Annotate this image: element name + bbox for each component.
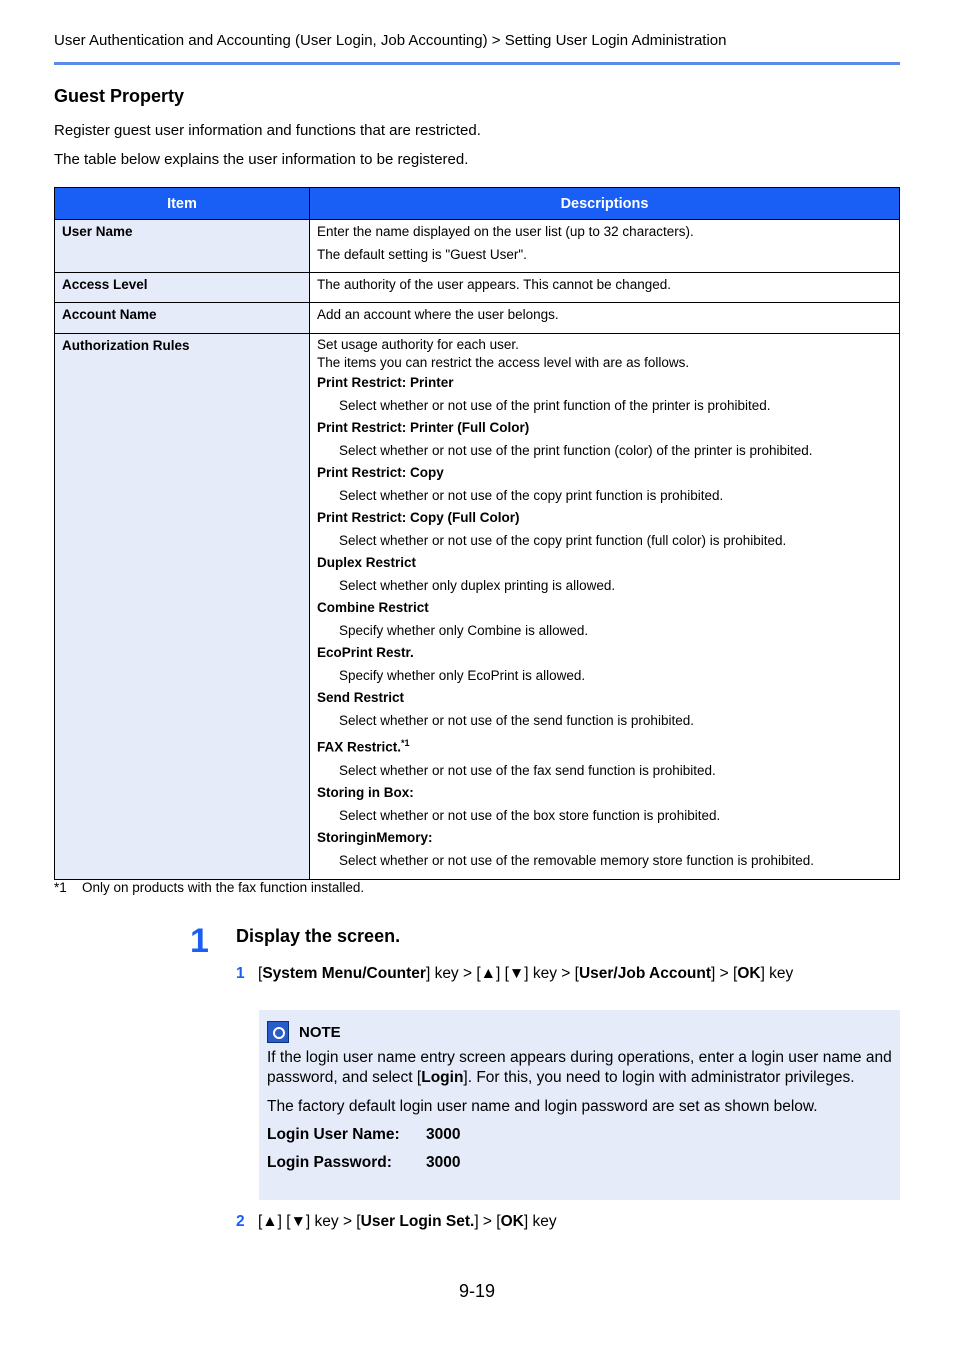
footnote-text: Only on products with the fax function installed. [82,880,365,895]
rule-description: Select whether or not use of the fax send function is prohibited. [339,762,716,778]
rule-description: Select whether or not use of the print function (color) of the printer is prohibited. [339,443,813,458]
footnote-mark: *1 [54,880,67,895]
step-number: 1 [190,922,209,960]
rule-name: Duplex Restrict [317,555,417,570]
rule-description: Select whether or not use of the send function is prohibited. [339,713,694,728]
substep-1: 1 [System Menu/Counter] key > [▲] [▼] key > [User/Job Account] > [OK] key [236,965,794,982]
page-number: 9-19 [458,1281,496,1301]
auth-rules-intro-1: Set usage authority for each user. [317,337,519,352]
note-heading: NOTE [299,1023,341,1041]
row-label-user-name: User Name [62,224,133,239]
rule-name: StoringinMemory: [317,829,433,845]
access-level-desc: The authority of the user appears. This cannot be changed. [317,277,671,292]
substep-number: 2 [236,1213,245,1230]
user-name-desc-line2: The default setting is "Guest User". [317,247,527,262]
rule-name: FAX Restrict.$^{*1}$ [317,738,410,755]
note-box [259,1010,900,1200]
table-row [55,220,900,273]
rule-description: Select whether or not use of the removable memory store function is prohibited. [339,852,814,868]
table-row [55,334,900,880]
substep-number: 1 [236,965,245,982]
step-title: Display the screen. [236,926,401,946]
table-row [55,273,900,303]
rule-description: Specify whether only Combine is allowed. [339,623,589,638]
auth-rules-list [317,372,892,872]
rule-description: Select whether or not use of the print function of the printer is prohibited. [339,398,771,413]
intro-text-2: The table below explains the user information to be registered. [54,151,469,168]
account-name-desc: Add an account where the user belongs. [317,307,559,322]
intro-text-1: Register guest user information and functions that are restricted. [54,122,481,139]
key-user-login-set: User Login Set. [360,1213,475,1230]
header-divider [54,62,900,65]
login-user-name-row: Login User Name: 3000 [267,1126,461,1143]
substep-2: 2 [▲] [▼] key > [User Login Set.] > [OK] key [236,1213,557,1230]
column-header-descriptions: Descriptions [310,188,900,220]
rule-description: Specify whether only EcoPrint is allowed. [339,668,586,683]
section-title: Guest Property [54,86,185,106]
guest-property-table [54,187,900,880]
authorization-rules-desc [310,334,900,880]
footnote [54,880,364,895]
note-paragraph-1: If the login user name entry screen appears during operations, enter a login user name and password, and select [Login]. For this, you need to login with administrator privileges. [267,1049,892,1086]
note-icon [267,1021,289,1043]
column-header-item: Item [55,188,310,220]
user-name-desc-line1: Enter the name displayed on the user list (up to 32 characters). [317,224,694,239]
rule-name: Storing in Box: [317,784,414,800]
key-user-job-account: User/Job Account [578,965,712,982]
rule-name: Print Restrict: Printer (Full Color) [317,420,530,435]
key-system-menu-counter: System Menu/Counter [262,965,426,982]
row-label-authorization-rules: Authorization Rules [62,338,190,353]
rule-name: Combine Restrict [317,600,429,615]
breadcrumb: User Authentication and Accounting (User Login, Job Accounting) > Setting User Login Administration [54,32,727,49]
rule-name: EcoPrint Restr. [317,645,414,660]
rule-name: Print Restrict: Copy [317,465,444,480]
row-label-access-level: Access Level [62,277,148,292]
table-row [55,303,900,334]
rule-description: Select whether or not use of the copy print function is prohibited. [339,488,724,503]
key-ok: OK [500,1213,524,1230]
footnote-ref: *1 [401,738,410,748]
rule-description: Select whether or not use of the box store function is prohibited. [339,807,721,823]
key-login: Login [421,1069,464,1086]
rule-name: Print Restrict: Copy (Full Color) [317,510,520,525]
row-label-account-name: Account Name [62,307,157,322]
rule-name: Send Restrict [317,690,405,705]
note-paragraph-2: The factory default login user name and login password are set as shown below. [267,1098,818,1115]
key-ok: OK [737,965,761,982]
auth-rules-intro-2: The items you can restrict the access level with are as follows. [317,355,690,370]
rule-name: Print Restrict: Printer [317,375,454,390]
login-password-row: Login Password: 3000 [267,1154,461,1171]
rule-description: Select whether or not use of the copy print function (full color) is prohibited. [339,533,787,548]
rule-description: Select whether only duplex printing is allowed. [339,578,616,593]
